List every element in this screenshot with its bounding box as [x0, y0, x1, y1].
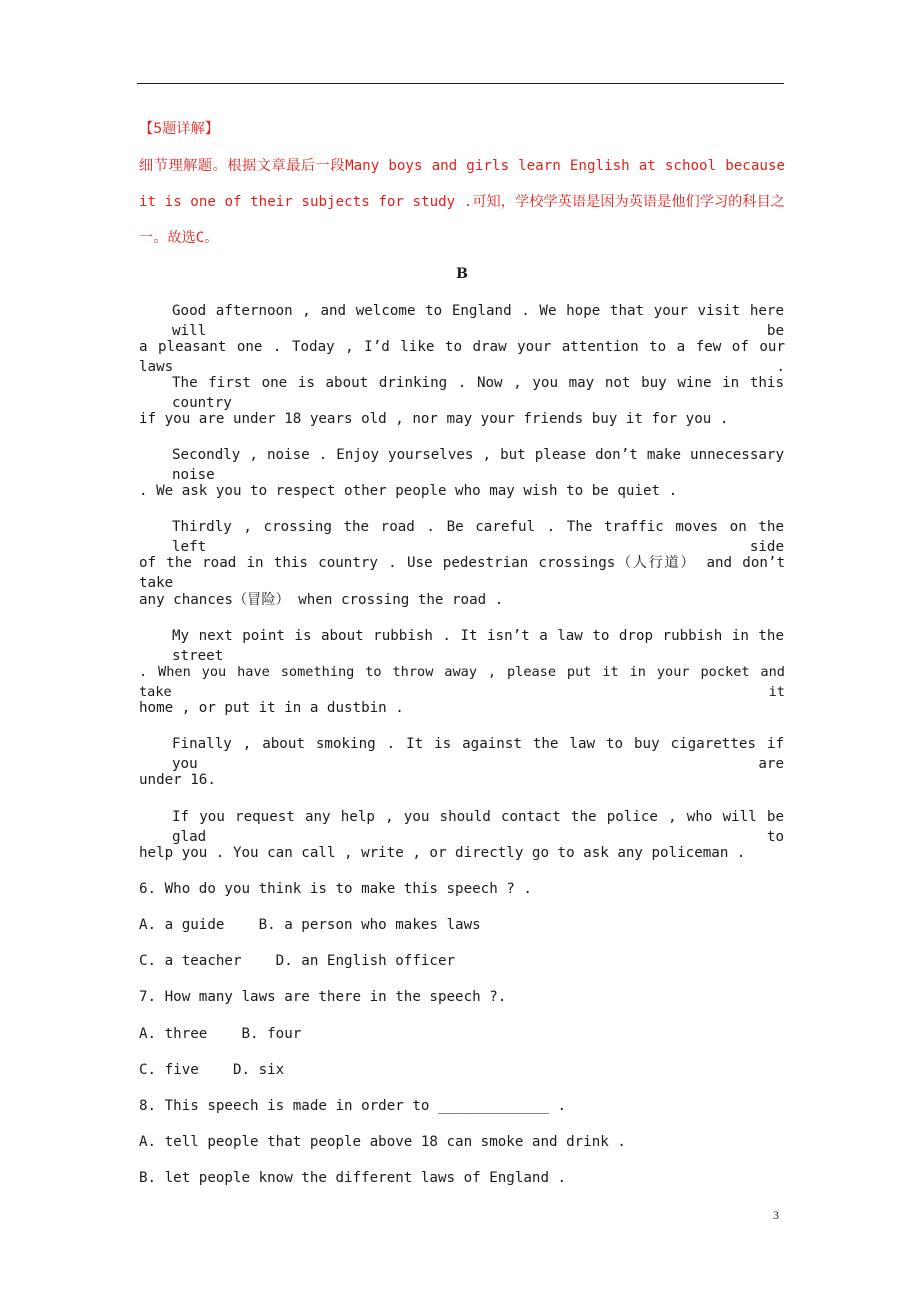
question-7-options-ab: A. three B. four — [139, 1026, 302, 1042]
question-6: 6. Who do you think is to make this speech ? . — [139, 881, 532, 897]
passage-line-11: . When you have something to throw away , please put it in your pocket and take it — [139, 664, 785, 700]
explanation-line-2: it is one of their subjects for study .可知，学校学英语是因为英语是他们学习的科目之 — [139, 194, 785, 210]
passage-line-14: under 16. — [139, 772, 216, 788]
question-8-option-a: A. tell people that people above 18 can smoke and drink . — [139, 1134, 626, 1150]
question-6-options-cd: C. a teacher D. an English officer — [139, 953, 456, 969]
question-8: 8. This speech is made in order to _____________ . — [139, 1098, 567, 1114]
passage-line-12: home , or put it in a dustbin . — [139, 700, 404, 716]
question-7-options-cd: C. five D. six — [139, 1062, 285, 1078]
passage-line-4: if you are under 18 years old , nor may your friends buy it for you . — [139, 411, 729, 427]
question-8-option-b: B. let people know the different laws of England . — [139, 1170, 567, 1186]
passage-line-2: a pleasant one . Today , I’d like to draw your attention to a few of our laws . — [139, 339, 785, 375]
passage-line-10: My next point is about rubbish . It isn’t a law to drop rubbish in the street — [172, 628, 784, 664]
passage-line-3: The first one is about drinking . Now , you may not buy wine in this country — [172, 375, 784, 411]
explanation-line-1: 细节理解题。根据文章最后一段Many boys and girls learn English at school because — [139, 158, 785, 174]
passage-line-13: Finally , about smoking . It is against the law to buy cigarettes if you are — [172, 736, 784, 772]
explanation-heading: 【5题详解】 — [139, 121, 219, 137]
passage-line-8: of the road in this country . Use pedestrian crossings（人行道） and don’t take — [139, 555, 785, 591]
page-number: 3 — [773, 1208, 779, 1222]
passage-line-15: If you request any help , you should contact the police , who will be glad to — [172, 809, 784, 845]
passage-line-16: help you . You can call , write , or directly go to ask any policeman . — [139, 845, 746, 861]
passage-line-1: Good afternoon , and welcome to England . We hope that your visit here will be — [172, 303, 784, 339]
section-label: B — [456, 266, 468, 282]
question-6-options-ab: A. a guide B. a person who makes laws — [139, 917, 481, 933]
question-7: 7. How many laws are there in the speech ?. — [139, 989, 507, 1005]
passage-line-5: Secondly , noise . Enjoy yourselves , but please don’t make unnecessary noise — [172, 447, 784, 483]
passage-line-6: . We ask you to respect other people who may wish to be quiet . — [139, 483, 678, 499]
header-rule — [137, 83, 784, 84]
explanation-line-3: 一。故选C。 — [139, 230, 219, 246]
passage-line-7: Thirdly , crossing the road . Be careful . The traffic moves on the left side — [172, 519, 784, 555]
passage-line-9: any chances（冒险） when crossing the road . — [139, 592, 504, 608]
